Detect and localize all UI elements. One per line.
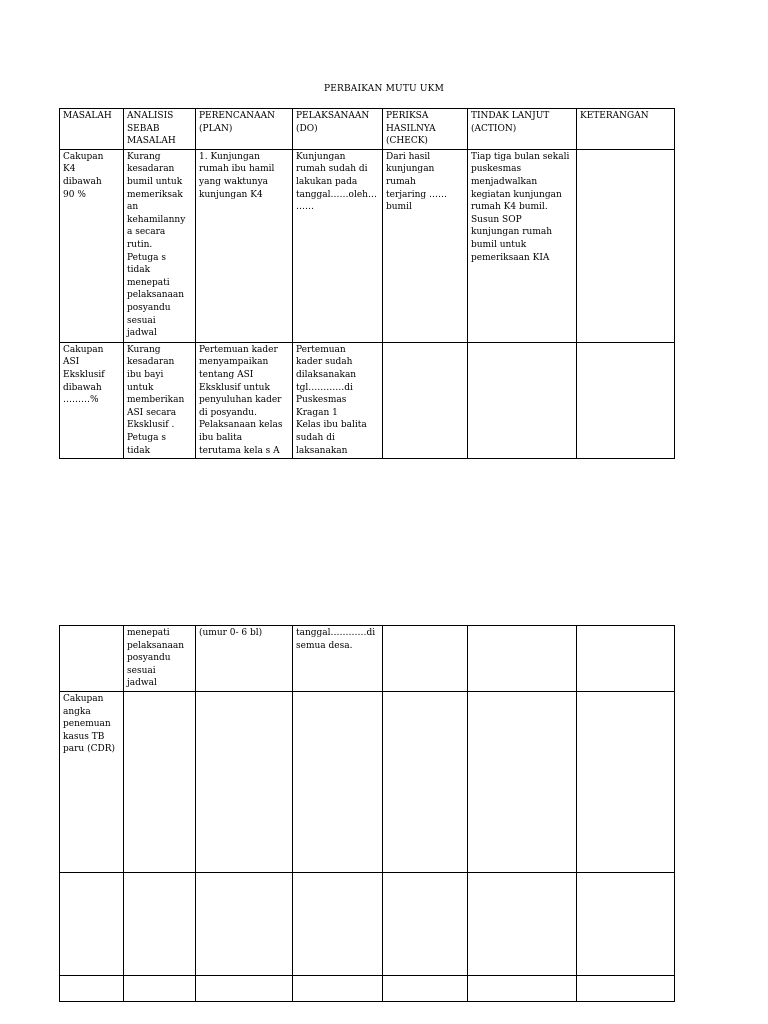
cell [196,691,293,872]
cell [196,975,293,1001]
cell: (umur 0- 6 bl) [196,626,293,692]
cell: Pertemuan kader menyampaikan tentang ASI Eksklusif untuk penyuluhan kader di posyandu. Pelaksanaan kelas ibu balita terutama kela s A [196,342,293,458]
cell [196,872,293,975]
cell [383,872,468,975]
table-row [60,872,675,975]
cell [577,691,675,872]
cell: 1. Kunjungan rumah ibu hamil yang waktunya kunjungan K4 [196,149,293,342]
header-tindak-lanjut: TINDAK LANJUT (ACTION) [468,109,577,150]
table-row [60,626,675,692]
cell: Cakupan K4 dibawah 90 % [60,149,124,342]
cell: Tiap tiga bulan sekali puskesmas menjadwalkan kegiatan kunjungan rumah K4 bumil. Susun SOP kunjungan rumah bumil untuk pemeriksaan KIA [468,149,577,342]
cell [383,626,468,692]
cell [468,975,577,1001]
cell [124,975,196,1001]
table-header-row [60,109,675,150]
cell: Kurang kesadaran ibu bayi untuk memberikan ASI secara Eksklusif . Petuga s tidak [124,342,196,458]
header-periksa: PERIKSA HASILNYA (CHECK) [383,109,468,150]
cell: menepati pelaksanaan posyandu sesuai jadwal [124,626,196,692]
cell [577,149,675,342]
table-row [60,149,675,342]
header-perencanaan: PERENCANAAN (PLAN) [196,109,293,150]
cell [124,691,196,872]
header-keterangan: KETERANGAN [577,109,675,150]
table-row [60,975,675,1001]
cell [293,872,383,975]
table-perbaikan-mutu-page1 [59,108,675,459]
cell [577,872,675,975]
cell [468,342,577,458]
header-pelaksanaan: PELAKSANAAN (DO) [293,109,383,150]
cell [383,342,468,458]
cell: Dari hasil kunjungan rumah terjaring …… bumil [383,149,468,342]
cell [468,626,577,692]
cell: Pertemuan kader sudah dilaksanakan tgl…………di Puskesmas Kragan 1 Kelas ibu balita sudah di laksanakan [293,342,383,458]
cell [60,626,124,692]
header-masalah: MASALAH [60,109,124,150]
cell [577,626,675,692]
cell: Kunjungan rumah sudah di lakukan pada tanggal……oleh… …… [293,149,383,342]
table-row [60,691,675,872]
cell [468,691,577,872]
cell [293,691,383,872]
cell: tanggal…………di semua desa. [293,626,383,692]
cell: Kurang kesadaran bumil untuk memeriksak an kehamilanny a secara rutin. Petuga s tidak menepati pelaksanaan posyandu sesuai jadwal [124,149,196,342]
header-analisis: ANALISIS SEBAB MASALAH [124,109,196,150]
cell [577,342,675,458]
cell: Cakupan angka penemuan kasus TB paru (CDR) [60,691,124,872]
table-perbaikan-mutu-page2 [59,625,675,1002]
cell [383,975,468,1001]
cell [293,975,383,1001]
cell [124,872,196,975]
cell [577,975,675,1001]
cell [383,691,468,872]
page-title: PERBAIKAN MUTU UKM [323,84,445,94]
cell [468,872,577,975]
table-row [60,342,675,458]
cell [60,872,124,975]
cell [60,975,124,1001]
cell: Cakupan ASI Eksklusif dibawah ………% [60,342,124,458]
